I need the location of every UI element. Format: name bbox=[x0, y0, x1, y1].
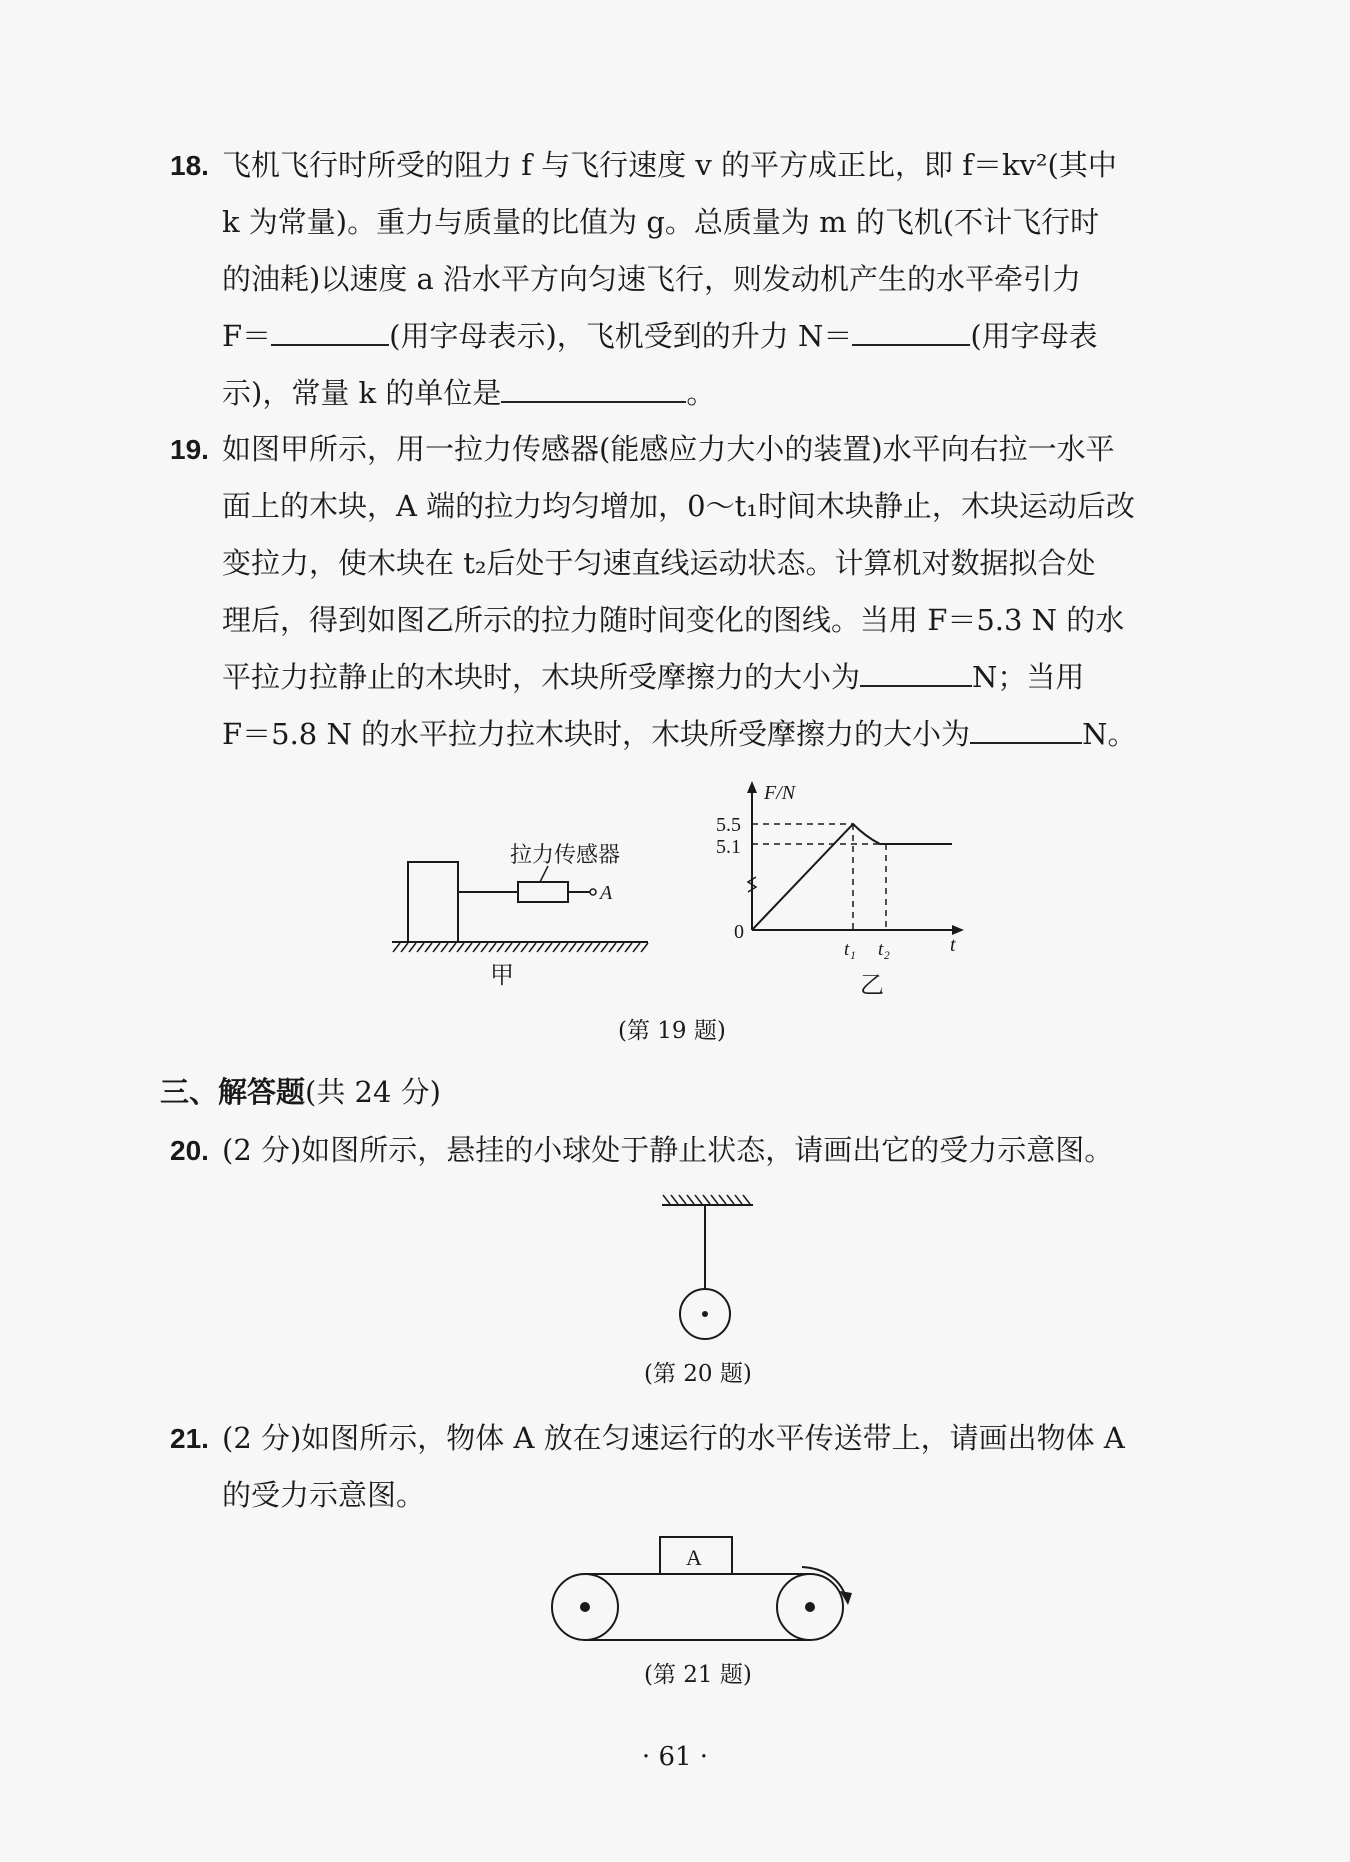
hatch-mark bbox=[417, 943, 424, 952]
hatch-mark bbox=[577, 943, 584, 952]
text-fragment: 示)，常量 k 的单位是 bbox=[222, 376, 502, 410]
tick-label-5-5: 5.5 bbox=[716, 814, 741, 836]
tick-label-5-1: 5.1 bbox=[716, 836, 741, 858]
answer-blank[interactable] bbox=[271, 310, 389, 346]
hatch-mark bbox=[441, 943, 448, 952]
text-line: 的油耗)以速度 a 沿水平方向匀速飞行，则发动机产生的水平牵引力 bbox=[222, 262, 1082, 296]
text-line: 面上的木块，A 端的拉力均匀增加，0～t₁时间木块静止，木块运动后改 bbox=[222, 489, 1135, 523]
figure-caption-19: (第 19 题) bbox=[618, 1018, 726, 1044]
hatch-mark bbox=[393, 943, 400, 952]
origin-label: 0 bbox=[734, 921, 744, 943]
x-axis-label: t bbox=[950, 934, 956, 956]
section-heading bbox=[160, 1070, 441, 1111]
text-line bbox=[222, 706, 1212, 763]
text-fragment: F＝5.8 N 的水平拉力拉木块时，木块所受摩擦力的大小为 bbox=[222, 717, 971, 751]
hatch-mark bbox=[489, 943, 496, 952]
hatch-mark bbox=[711, 1195, 718, 1204]
hatch-mark bbox=[641, 943, 648, 952]
hatch-mark bbox=[497, 943, 504, 952]
question-number: 20. bbox=[170, 1135, 209, 1166]
figure-21 bbox=[540, 1525, 860, 1650]
text-line: (2 分)如图所示，悬挂的小球处于静止状态，请画出它的受力示意图。 bbox=[222, 1133, 1114, 1167]
hatch-mark bbox=[409, 943, 416, 952]
hatch-mark bbox=[401, 943, 408, 952]
text-line: 如图甲所示，用一拉力传感器(能感应力大小的装置)水平向右拉一水平 bbox=[222, 432, 1115, 466]
hatch-mark bbox=[585, 943, 592, 952]
hatch-mark bbox=[735, 1195, 742, 1204]
answer-blank[interactable] bbox=[860, 651, 972, 687]
hatch-mark bbox=[633, 943, 640, 952]
text-fragment: (用字母表 bbox=[970, 319, 1098, 353]
ball-center bbox=[702, 1311, 708, 1317]
hatch-mark bbox=[505, 943, 512, 952]
axis-break-mark bbox=[748, 877, 756, 892]
text-fragment: F＝ bbox=[222, 319, 272, 353]
figure-caption-20: (第 20 题) bbox=[644, 1361, 752, 1387]
y-axis-arrow bbox=[747, 781, 757, 793]
block-label: A bbox=[686, 1545, 702, 1570]
hatch-mark bbox=[433, 943, 440, 952]
sensor-label-leader bbox=[540, 866, 548, 882]
question-number: 19. bbox=[170, 434, 209, 465]
hatch-mark bbox=[609, 943, 616, 952]
text-line: k 为常量)。重力与质量的比值为 g。总质量为 m 的飞机(不计飞行时 bbox=[222, 205, 1100, 239]
text-fragment: 平拉力拉静止的木块时，木块所受摩擦力的大小为 bbox=[222, 660, 861, 694]
hatch-mark bbox=[457, 943, 464, 952]
text-line bbox=[222, 365, 1212, 422]
question-18 bbox=[170, 137, 1212, 422]
text-fragment: (用字母表示)，飞机受到的升力 N＝ bbox=[389, 319, 853, 353]
hatch-mark bbox=[687, 1195, 694, 1204]
hatch-mark bbox=[521, 943, 528, 952]
hatch-mark bbox=[425, 943, 432, 952]
section-note: (共 24 分) bbox=[305, 1075, 441, 1109]
text-line: 理后，得到如图乙所示的拉力随时间变化的图线。当用 F＝5.3 N 的水 bbox=[222, 603, 1125, 637]
page-number: · 61 · bbox=[641, 1742, 709, 1772]
hatch-mark bbox=[449, 943, 456, 952]
ceiling-hatching bbox=[663, 1195, 750, 1204]
question-number: 18. bbox=[170, 150, 209, 181]
hatch-mark bbox=[663, 1195, 670, 1204]
answer-blank[interactable] bbox=[852, 310, 970, 346]
figure-caption-21: (第 21 题) bbox=[644, 1662, 752, 1688]
hatch-mark bbox=[617, 943, 624, 952]
question-20 bbox=[170, 1122, 1212, 1179]
question-number: 21. bbox=[170, 1423, 209, 1454]
text-fragment: N；当用 bbox=[972, 660, 1085, 694]
hatch-mark bbox=[537, 943, 544, 952]
hatch-mark bbox=[727, 1195, 734, 1204]
sensor-label: 拉力传感器 bbox=[510, 842, 621, 867]
hatch-mark bbox=[625, 943, 632, 952]
t1-label: t₁ bbox=[844, 939, 856, 960]
hatch-mark bbox=[465, 943, 472, 952]
text-line bbox=[222, 308, 1212, 365]
question-21 bbox=[170, 1410, 1212, 1524]
hatch-mark bbox=[569, 943, 576, 952]
left-pulley-axle bbox=[580, 1602, 590, 1612]
hatch-mark bbox=[671, 1195, 678, 1204]
hatch-mark bbox=[695, 1195, 702, 1204]
figure-yi bbox=[690, 775, 980, 1010]
text-line: 的受力示意图。 bbox=[222, 1478, 426, 1512]
wooden-block bbox=[408, 862, 458, 942]
hatch-mark bbox=[561, 943, 568, 952]
hatch-mark bbox=[545, 943, 552, 952]
hatch-mark bbox=[703, 1195, 710, 1204]
hatch-mark bbox=[679, 1195, 686, 1204]
figure-caption-jia: 甲 bbox=[490, 963, 514, 989]
end-point-a bbox=[590, 889, 596, 895]
answer-blank[interactable] bbox=[970, 708, 1082, 744]
hatch-mark bbox=[553, 943, 560, 952]
figure-caption-yi: 乙 bbox=[860, 973, 884, 999]
hatch-mark bbox=[473, 943, 480, 952]
text-fragment: 。 bbox=[686, 376, 716, 410]
text-line bbox=[222, 649, 1212, 706]
hatch-mark bbox=[719, 1195, 726, 1204]
ground-hatching bbox=[393, 943, 648, 952]
question-19 bbox=[170, 421, 1212, 763]
hatch-mark bbox=[601, 943, 608, 952]
hatch-mark bbox=[743, 1195, 750, 1204]
text-line: 飞机飞行时所受的阻力 f 与飞行速度 v 的平方成正比，即 f＝kv²(其中 bbox=[222, 148, 1117, 182]
hatch-mark bbox=[529, 943, 536, 952]
text-line: 变拉力，使木块在 t₂后处于匀速直线运动状态。计算机对数据拟合处 bbox=[222, 546, 1096, 580]
hatch-mark bbox=[481, 943, 488, 952]
answer-blank[interactable] bbox=[501, 367, 686, 403]
text-fragment: N。 bbox=[1082, 717, 1137, 751]
figure-jia bbox=[380, 820, 660, 1010]
y-axis-label: F/N bbox=[764, 782, 796, 804]
hatch-mark bbox=[593, 943, 600, 952]
section-title: 三、解答题 bbox=[160, 1075, 306, 1109]
force-curve bbox=[752, 824, 952, 930]
end-label: A bbox=[600, 882, 613, 904]
t2-label: t₂ bbox=[878, 939, 890, 960]
force-sensor bbox=[518, 882, 568, 902]
right-pulley-axle bbox=[805, 1602, 815, 1612]
figure-20 bbox=[650, 1185, 770, 1345]
text-line: (2 分)如图所示，物体 A 放在匀速运行的水平传送带上，请画出物体 A bbox=[222, 1421, 1125, 1455]
hatch-mark bbox=[513, 943, 520, 952]
